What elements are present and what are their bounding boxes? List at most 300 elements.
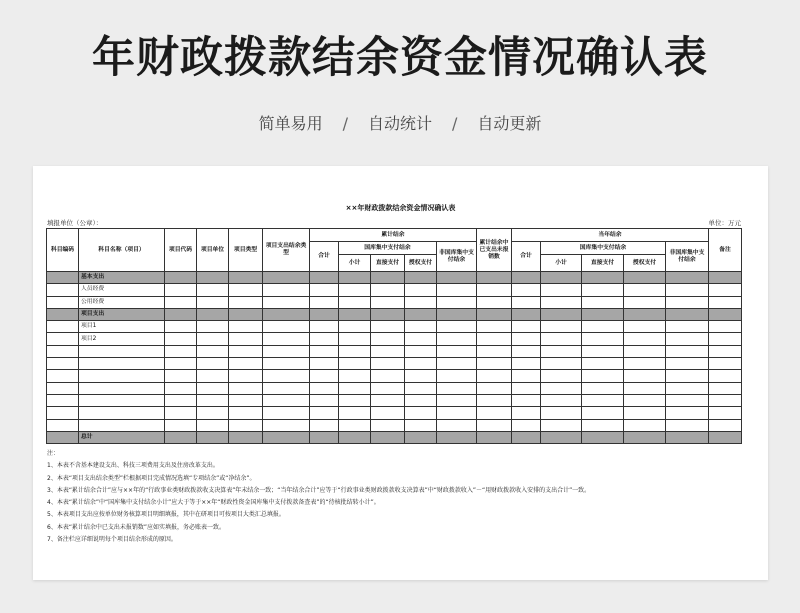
note-line: 3、本表“累计结余合计”应与××年的“行政事业类财政拨款收支决算表”年末结余一致；“当年结余合计”应等于“行政事业类财政拨款收支决算表”中“财政拨款收入”－“用财政拨款收入安排的支出合计”一致。 [47, 486, 591, 494]
table-cell [405, 419, 437, 431]
header-cumulative-balance: 累计结余 [310, 229, 477, 242]
table-cell [371, 431, 405, 443]
table-cell [437, 358, 477, 370]
table-cell [165, 333, 197, 345]
table-cell [541, 333, 582, 345]
table-cell [512, 394, 541, 406]
table-cell [197, 308, 229, 320]
table-cell [371, 358, 405, 370]
table-cell [582, 308, 624, 320]
table-cell [165, 407, 197, 419]
header-cumulative-total: 合计 [310, 242, 339, 272]
table-cell [541, 382, 582, 394]
table-cell [339, 370, 371, 382]
note-line: 1、本表不含基本建设支出、科技三项费用支出及住房改革支出。 [47, 462, 219, 470]
table-cell [477, 419, 512, 431]
table-cell [709, 272, 742, 284]
table-cell [165, 296, 197, 308]
table-cell [477, 370, 512, 382]
table-cell [339, 431, 371, 443]
table-cell [666, 394, 709, 406]
table-row [47, 321, 742, 333]
table-cell [310, 345, 339, 357]
table-cell [624, 272, 666, 284]
row-subject-name [79, 394, 165, 406]
table-cell [666, 431, 709, 443]
table-cell [512, 419, 541, 431]
header-current-total: 合计 [512, 242, 541, 272]
table-cell [47, 284, 79, 296]
row-subject-name: 项目支出 [79, 308, 165, 320]
balance-table [46, 228, 742, 444]
table-cell [310, 419, 339, 431]
header-subject-code: 科目编码 [47, 229, 79, 272]
table-row [47, 394, 742, 406]
header-cumulative-direct: 直接支付 [371, 255, 405, 272]
tag-separator: / [452, 114, 458, 133]
table-cell [47, 272, 79, 284]
table-cell [310, 333, 339, 345]
table-cell [512, 321, 541, 333]
table-cell [541, 321, 582, 333]
table-cell [582, 431, 624, 443]
table-cell [666, 333, 709, 345]
table-cell [197, 333, 229, 345]
table-cell [437, 394, 477, 406]
table-cell [512, 333, 541, 345]
table-cell [263, 345, 310, 357]
note-line: 4、本表“累计结余”中“国库集中支付结余小计”应大于等于××年“财政性资金国库集中支付拨款备查表”的“待核批结转小计”。 [47, 499, 380, 507]
table-cell [165, 394, 197, 406]
table-cell [229, 333, 263, 345]
table-cell [624, 296, 666, 308]
table-cell [512, 370, 541, 382]
table-cell [666, 358, 709, 370]
header-cumulative-authorized: 授权支付 [405, 255, 437, 272]
table-cell [624, 407, 666, 419]
table-cell [339, 419, 371, 431]
table-cell [541, 296, 582, 308]
table-cell [229, 431, 263, 443]
table-cell [371, 333, 405, 345]
table-cell [310, 358, 339, 370]
table-cell [371, 382, 405, 394]
note-line: 注： [47, 450, 60, 457]
table-cell [229, 272, 263, 284]
table-row [47, 382, 742, 394]
table-cell [666, 284, 709, 296]
row-subject-name: 人员经费 [79, 284, 165, 296]
table-cell [263, 321, 310, 333]
table-cell [541, 345, 582, 357]
table-cell [197, 272, 229, 284]
table-cell [666, 345, 709, 357]
notes-section [47, 448, 747, 546]
table-cell [229, 321, 263, 333]
table-cell [339, 272, 371, 284]
table-cell [339, 358, 371, 370]
table-row [47, 345, 742, 357]
table-cell [709, 321, 742, 333]
header-cumulative-non-treasury: 非国库集中支付结余 [437, 242, 477, 272]
table-cell [709, 308, 742, 320]
table-cell [47, 431, 79, 443]
table-cell [582, 284, 624, 296]
table-cell [541, 394, 582, 406]
row-subject-name: 基本支出 [79, 272, 165, 284]
table-cell [512, 345, 541, 357]
hero-title: 年财政拨款结余资金情况确认表 [92, 33, 708, 83]
table-cell [541, 431, 582, 443]
table-cell [371, 345, 405, 357]
table-cell [229, 358, 263, 370]
table-cell [582, 321, 624, 333]
table-cell [47, 407, 79, 419]
table-cell [541, 370, 582, 382]
header-current-direct: 直接支付 [582, 255, 624, 272]
table-cell [263, 419, 310, 431]
row-subject-name: 项目2 [79, 333, 165, 345]
table-cell [666, 407, 709, 419]
table-cell [165, 272, 197, 284]
table-cell [310, 296, 339, 308]
table-cell [477, 345, 512, 357]
header-cumulative-treasury: 国库集中支付结余 [339, 242, 437, 255]
table-row [47, 272, 742, 284]
table-cell [310, 431, 339, 443]
table-cell [512, 284, 541, 296]
table-cell [405, 333, 437, 345]
table-cell [582, 345, 624, 357]
table-cell [339, 308, 371, 320]
table-cell [263, 431, 310, 443]
table-cell [624, 284, 666, 296]
table-cell [165, 431, 197, 443]
table-cell [165, 358, 197, 370]
form-meta-row [47, 218, 741, 228]
table-cell [197, 407, 229, 419]
row-subject-name [79, 358, 165, 370]
table-cell [405, 284, 437, 296]
table-cell [477, 407, 512, 419]
table-cell [477, 296, 512, 308]
table-cell [709, 407, 742, 419]
table-cell [477, 272, 512, 284]
table-cell [582, 370, 624, 382]
unit-label: 单位：万元 [708, 219, 741, 227]
table-row [47, 419, 742, 431]
filler-label: 填报单位（公章）： [47, 219, 103, 227]
row-subject-name: 总计 [79, 431, 165, 443]
table-cell [229, 407, 263, 419]
table-cell [666, 272, 709, 284]
table-cell [47, 345, 79, 357]
table-cell [437, 284, 477, 296]
table-cell [512, 308, 541, 320]
document-title: ××年财政拨款结余资金情况确认表 [345, 204, 456, 212]
table-cell [582, 394, 624, 406]
feature-tagline [0, 112, 800, 136]
header-remarks: 备注 [709, 229, 742, 272]
table-cell [339, 284, 371, 296]
table-cell [371, 321, 405, 333]
table-cell [47, 419, 79, 431]
table-cell [405, 345, 437, 357]
table-cell [339, 296, 371, 308]
table-cell [263, 370, 310, 382]
table-cell [512, 296, 541, 308]
note-line: 2、本表“项目支出结余类型”栏根据项目完成情况选填“专项结余”或“净结余”。 [47, 474, 256, 482]
table-cell [263, 272, 310, 284]
table-cell [310, 370, 339, 382]
table-cell [263, 284, 310, 296]
table-cell [371, 394, 405, 406]
table-cell [477, 382, 512, 394]
table-cell [197, 321, 229, 333]
table-cell [709, 382, 742, 394]
table-cell [263, 308, 310, 320]
header-balance-type: 项目支出结余类型 [263, 229, 310, 272]
table-cell [624, 370, 666, 382]
table-cell [263, 358, 310, 370]
header-current-year-balance: 当年结余 [512, 229, 709, 242]
table-cell [371, 284, 405, 296]
table-cell [624, 321, 666, 333]
table-cell [229, 308, 263, 320]
tag-easy: 简单易用 [258, 114, 323, 133]
header-not-reimbursed: 累计结余中已支出未报销数 [477, 229, 512, 272]
table-cell [582, 419, 624, 431]
table-cell [437, 370, 477, 382]
table-cell [666, 419, 709, 431]
table-cell [477, 394, 512, 406]
table-cell [512, 431, 541, 443]
table-cell [47, 296, 79, 308]
table-cell [47, 358, 79, 370]
header-current-non-treasury: 非国库集中支付结余 [666, 242, 709, 272]
table-cell [437, 431, 477, 443]
table-cell [709, 284, 742, 296]
table-row [47, 284, 742, 296]
table-cell [437, 296, 477, 308]
table-cell [197, 296, 229, 308]
table-cell [477, 308, 512, 320]
table-cell [666, 321, 709, 333]
table-cell [666, 370, 709, 382]
row-subject-name [79, 382, 165, 394]
table-body [47, 272, 742, 444]
table-row [47, 407, 742, 419]
table-cell [541, 308, 582, 320]
table-cell [541, 272, 582, 284]
table-cell [47, 321, 79, 333]
table-cell [437, 333, 477, 345]
table-cell [437, 308, 477, 320]
table-cell [709, 394, 742, 406]
header-cumulative-subtotal: 小计 [339, 255, 371, 272]
table-cell [405, 370, 437, 382]
table-cell [666, 308, 709, 320]
table-cell [197, 345, 229, 357]
table-cell [541, 419, 582, 431]
table-cell [371, 308, 405, 320]
table-cell [624, 358, 666, 370]
note-line: 5、本表项目支出应按单位财务核算项目明细填报，其中在研项目可按项目大类汇总填报。 [47, 511, 285, 519]
table-cell [197, 431, 229, 443]
row-subject-name: 公用经费 [79, 296, 165, 308]
table-cell [512, 407, 541, 419]
header-current-authorized: 授权支付 [624, 255, 666, 272]
table-cell [371, 407, 405, 419]
table-cell [47, 333, 79, 345]
table-cell [229, 284, 263, 296]
table-cell [437, 419, 477, 431]
table-cell [310, 394, 339, 406]
table-cell [477, 284, 512, 296]
table-cell [263, 333, 310, 345]
table-cell [310, 321, 339, 333]
table-cell [437, 272, 477, 284]
table-cell [310, 308, 339, 320]
table-cell [47, 308, 79, 320]
tag-separator: / [342, 114, 348, 133]
table-cell [709, 419, 742, 431]
table-cell [512, 358, 541, 370]
table-cell [339, 382, 371, 394]
table-row [47, 308, 742, 320]
table-cell [229, 382, 263, 394]
table-cell [339, 394, 371, 406]
table-cell [339, 345, 371, 357]
table-cell [263, 382, 310, 394]
table-cell [165, 284, 197, 296]
note-line: 7、备注栏应详细说明每个项目结余形成的原因。 [47, 536, 177, 544]
table-cell [541, 284, 582, 296]
table-cell [339, 321, 371, 333]
table-cell [405, 272, 437, 284]
header-project-unit: 项目单位 [197, 229, 229, 272]
table-cell [512, 382, 541, 394]
table-cell [371, 272, 405, 284]
document-preview [33, 166, 768, 580]
table-cell [165, 382, 197, 394]
table-cell [263, 407, 310, 419]
table-cell [512, 272, 541, 284]
table-cell [709, 358, 742, 370]
header-current-subtotal: 小计 [541, 255, 582, 272]
table-cell [477, 333, 512, 345]
table-cell [437, 321, 477, 333]
table-cell [582, 296, 624, 308]
table-cell [582, 272, 624, 284]
table-cell [709, 296, 742, 308]
table-cell [477, 431, 512, 443]
table-cell [197, 419, 229, 431]
header-subject-name: 科目名称（项目） [79, 229, 165, 272]
table-cell [165, 345, 197, 357]
table-cell [437, 382, 477, 394]
table-row [47, 296, 742, 308]
table-cell [709, 370, 742, 382]
table-row [47, 431, 742, 443]
table-cell [624, 419, 666, 431]
table-cell [165, 370, 197, 382]
table-cell [541, 407, 582, 419]
table-cell [582, 358, 624, 370]
table-cell [263, 394, 310, 406]
table-cell [624, 333, 666, 345]
table-cell [197, 284, 229, 296]
table-cell [582, 333, 624, 345]
table-cell [477, 321, 512, 333]
table-row [47, 370, 742, 382]
table-cell [405, 308, 437, 320]
table-cell [165, 308, 197, 320]
table-cell [624, 345, 666, 357]
row-subject-name [79, 345, 165, 357]
table-cell [229, 419, 263, 431]
table-cell [197, 358, 229, 370]
table-cell [405, 431, 437, 443]
table-row [47, 358, 742, 370]
row-subject-name [79, 370, 165, 382]
table-cell [310, 272, 339, 284]
table-cell [47, 382, 79, 394]
header-current-treasury: 国库集中支付结余 [541, 242, 666, 255]
table-cell [405, 394, 437, 406]
table-cell [263, 296, 310, 308]
table-cell [666, 382, 709, 394]
table-cell [47, 394, 79, 406]
table-cell [437, 407, 477, 419]
table-cell [47, 370, 79, 382]
table-cell [405, 321, 437, 333]
table-cell [582, 382, 624, 394]
row-subject-name [79, 407, 165, 419]
table-cell [371, 419, 405, 431]
table-cell [582, 407, 624, 419]
row-subject-name [79, 419, 165, 431]
table-cell [405, 382, 437, 394]
tag-auto-stat: 自动统计 [367, 114, 432, 133]
table-cell [624, 308, 666, 320]
tag-auto-update: 自动更新 [477, 114, 542, 133]
table-cell [165, 321, 197, 333]
table-cell [197, 382, 229, 394]
table-cell [666, 296, 709, 308]
table-cell [624, 394, 666, 406]
table-cell [437, 345, 477, 357]
table-cell [709, 345, 742, 357]
table-cell [624, 382, 666, 394]
table-cell [709, 333, 742, 345]
table-cell [165, 419, 197, 431]
table-cell [405, 407, 437, 419]
table-cell [229, 296, 263, 308]
table-cell [405, 358, 437, 370]
table-cell [709, 431, 742, 443]
header-project-code: 项目代码 [165, 229, 197, 272]
table-cell [310, 407, 339, 419]
table-cell [541, 358, 582, 370]
table-cell [624, 431, 666, 443]
table-cell [197, 394, 229, 406]
table-cell [371, 296, 405, 308]
table-cell [310, 382, 339, 394]
table-cell [477, 358, 512, 370]
note-line: 6、本表“累计结余中已支出未报销数”应如实填报，务必账表一致。 [47, 523, 226, 531]
table-cell [229, 370, 263, 382]
